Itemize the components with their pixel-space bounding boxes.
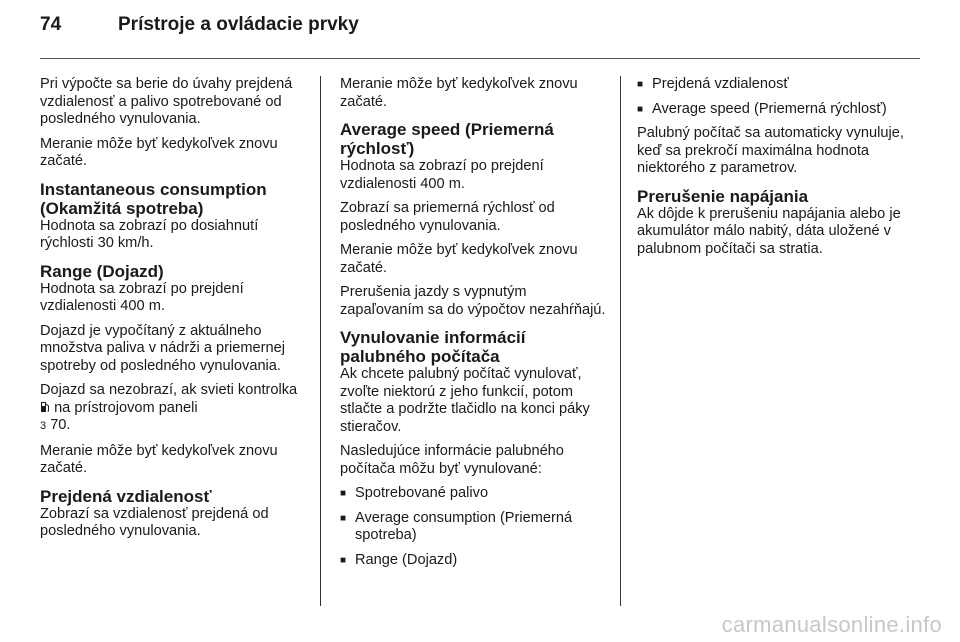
column-1 [40,76,308,548]
paragraph: Dojazd je vypočítaný z aktuálneho množstva paliva v nádrži a priemernej spotreby od posledného vynulovania. [40,322,285,374]
list-item: ■ Spotrebované palivo [340,485,608,503]
section-heading-range: Range (Dojazd) [40,261,164,281]
column-divider [320,76,321,606]
paragraph: Zobrazí sa priemerná rýchlosť od posledného vynulovania. [340,200,555,234]
list-item: ■ Average speed (Priemerná rýchlosť) [637,101,907,119]
section-heading-power: Prerušenie napájania [637,186,809,206]
page-reference-arrow-icon: 3 [40,420,47,432]
list-item: ■ Average consumption (Priemerná spotreba) [340,510,608,545]
section-heading-instantaneous: Instantaneous consumption (Okamžitá spotreba) [40,179,267,218]
paragraph: Ak chcete palubný počítač vynulovať, zvoľte niektorú z jeho funkcií, potom stlačte a podržte tlačidlo na konci páky stieračov. [340,366,590,435]
paragraph: Hodnota sa zobrazí po prejdení vzdialenosti 400 m. [40,280,244,314]
paragraph: Hodnota sa zobrazí po dosiahnutí rýchlosti 30 km/h. [40,217,259,251]
header-rule [40,58,920,59]
paragraph: Hodnota sa zobrazí po prejdení vzdialenosti 400 m. [340,158,544,192]
paragraph-with-icon [40,382,308,436]
section-heading-average-speed: Average speed (Priemerná rýchlosť) [340,120,554,158]
chapter-title: Prístroje a ovládacie prvky [118,14,359,35]
section-heading-distance: Prejdená vzdialenosť [40,486,212,506]
paragraph: Meranie môže byť kedykoľvek znovu začaté. [340,76,578,110]
paragraph: Meranie môže byť kedykoľvek znovu začaté. [40,135,278,169]
fuel-pump-icon [40,401,50,413]
paragraph: Meranie môže byť kedykoľvek znovu začaté. [40,442,278,476]
text-fragment: Dojazd sa nezobrazí, ak svieti kontrolka [40,382,298,398]
bullet-list [340,485,608,569]
text-fragment: na prístrojovom paneli [54,399,198,416]
paragraph: Palubný počítač sa automaticky vynuluje, keď sa prekročí maximálna hodnota niektorého z parametrov. [637,125,904,176]
list-item: ■ Prejdená vzdialenosť [637,76,907,94]
paragraph: Pri výpočte sa berie do úvahy prejdená vzdialenosť a palivo spotrebované od posledného vynulovania. [40,76,293,127]
paragraph: Zobrazí sa vzdialenosť prejdená od posledného vynulovania. [40,505,269,539]
column-3 [637,76,907,265]
paragraph: Nasledujúce informácie palubného počítača môžu byť vynulované: [340,443,564,477]
watermark: carmanualsonline.info [721,612,942,637]
list-item: ■ Range (Dojazd) [340,552,608,570]
bullet-list [637,76,907,118]
column-divider [620,76,621,606]
page-reference-link[interactable]: 70. [50,417,71,433]
paragraph: Prerušenia jazdy s vypnutým zapaľovaním sa do výpočtov nezahŕňajú. [340,284,606,318]
section-heading-reset: Vynulovanie informácií palubného počítača [340,328,526,366]
page-number: 74 [40,14,62,35]
paragraph: Ak dôjde k prerušeniu napájania alebo je akumulátor málo nabitý, dáta uložené v palubnom počítači sa stratia. [637,205,901,257]
paragraph: Meranie môže byť kedykoľvek znovu začaté. [340,242,578,276]
column-2 [340,76,608,576]
